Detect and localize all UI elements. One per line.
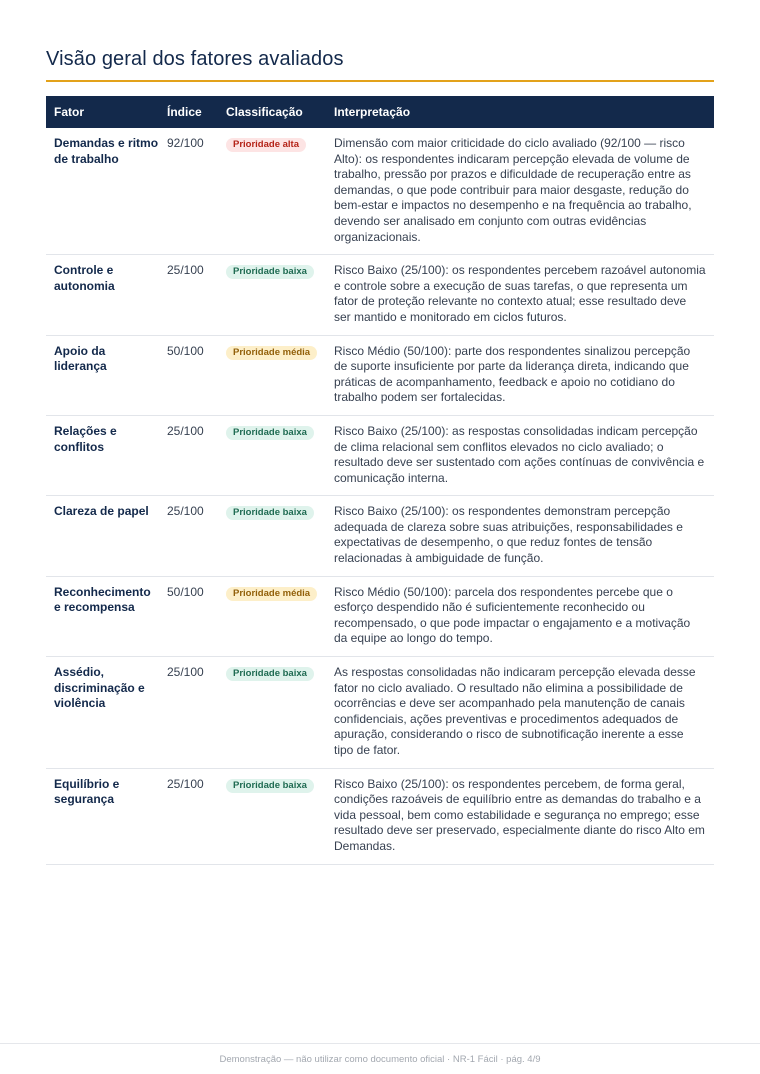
classification-cell [218,576,326,656]
factor-index: 25/100 [167,496,218,576]
column-header-interpretation: Interpretação [326,96,714,128]
table-row [46,576,714,656]
factor-index: 25/100 [167,255,218,335]
table-row [46,335,714,415]
column-header-classification: Classificação [218,96,326,128]
classification-cell [218,496,326,576]
interpretation-text: As respostas consolidadas não indicaram percepção elevada desse fator no ciclo avaliado. O resultado não elimina a possibilidade de ocorrências e deve ser acompanhado pela manutenção de canais confidenciais, ações preventivas e procedimentos adequados de apuração, considerando o risco de subnotificação inerente a esse tipo de fator. [326,657,714,769]
title-divider [46,80,714,82]
page-footer: Demonstração — não utilizar como documento oficial · NR-1 Fácil · pág. 4/9 [219,1054,541,1065]
classification-cell [218,128,326,255]
factors-table [46,96,714,865]
priority-badge: Prioridade baixa [226,667,314,681]
priority-badge: Prioridade média [226,346,317,360]
classification-cell [218,255,326,335]
classification-cell [218,415,326,495]
factor-name: Assédio, discriminação e violência [46,657,167,769]
factor-name: Equilíbrio e segurança [46,768,167,864]
factor-name: Clareza de papel [46,496,167,576]
priority-badge: Prioridade baixa [226,426,314,440]
factor-index: 25/100 [167,415,218,495]
table-row [46,657,714,769]
column-header-factor: Fator [46,96,167,128]
classification-cell [218,768,326,864]
table-row [46,255,714,335]
classification-cell [218,335,326,415]
column-header-index: Índice [167,96,218,128]
priority-badge: Prioridade baixa [226,506,314,520]
factor-index: 25/100 [167,657,218,769]
factor-name: Reconhecimento e recompensa [46,576,167,656]
interpretation-text: Risco Baixo (25/100): as respostas consolidadas indicam percepção de clima relacional sem conflitos elevados no ciclo avaliado; o resultado deve ser sustentado com ações contínuas de convivência e comunicação interna. [326,415,714,495]
page-title: Visão geral dos fatores avaliados [46,48,344,70]
factor-index: 50/100 [167,576,218,656]
factor-name: Controle e autonomia [46,255,167,335]
priority-badge: Prioridade baixa [226,779,314,793]
priority-badge: Prioridade média [226,587,317,601]
footer-divider [0,1043,760,1044]
interpretation-text: Risco Médio (50/100): parcela dos respondentes percebe que o esforço despendido não é suficientemente reconhecido ou recompensado, o que pode impactar o engajamento e a motivação da equipe ao longo do tempo. [326,576,714,656]
classification-cell [218,657,326,769]
interpretation-text: Risco Baixo (25/100): os respondentes demonstram percepção adequada de clareza sobre suas atribuições, responsabilidades e expectativas de desempenho, o que reduz fontes de tensão relacionadas à ambiguidade de função. [326,496,714,576]
interpretation-text: Risco Baixo (25/100): os respondentes percebem, de forma geral, condições razoáveis de equilíbrio entre as demandas do trabalho e a vida pessoal, bem como estabilidade e segurança no emprego; esse resultado deve ser preservado, especialmente diante do risco Alto em Demandas. [326,768,714,864]
factor-index: 25/100 [167,768,218,864]
factor-index: 50/100 [167,335,218,415]
interpretation-text: Dimensão com maior criticidade do ciclo avaliado (92/100 — risco Alto): os respondentes indicaram percepção elevada de volume de trabalho, pressão por prazos e dificuldade de recuperação entre as demandas, o que pode contribuir para maior desgaste, redução do bem-estar e impactos no desempenho e na frequência ao trabalho, devendo ser analisado em conjunto com outras evidências organizacionais. [326,128,714,255]
factor-name: Relações e conflitos [46,415,167,495]
table-row [46,415,714,495]
table-row [46,768,714,864]
interpretation-text: Risco Médio (50/100): parte dos respondentes sinalizou percepção de suporte insuficiente por parte da liderança direta, indicando que práticas de acompanhamento, feedback e apoio no cotidiano do trabalho podem ser fortalecidas. [326,335,714,415]
factor-name: Demandas e ritmo de trabalho [46,128,167,255]
priority-badge: Prioridade baixa [226,265,314,279]
factor-index: 92/100 [167,128,218,255]
priority-badge: Prioridade alta [226,138,306,152]
table-row [46,496,714,576]
table-header-row [46,96,714,128]
factor-name: Apoio da liderança [46,335,167,415]
table-row [46,128,714,255]
interpretation-text: Risco Baixo (25/100): os respondentes percebem razoável autonomia e controle sobre a execução de suas tarefas, o que representa um fator de proteção relevante no contexto atual; esse resultado deve ser mantido e monitorado em ciclos futuros. [326,255,714,335]
